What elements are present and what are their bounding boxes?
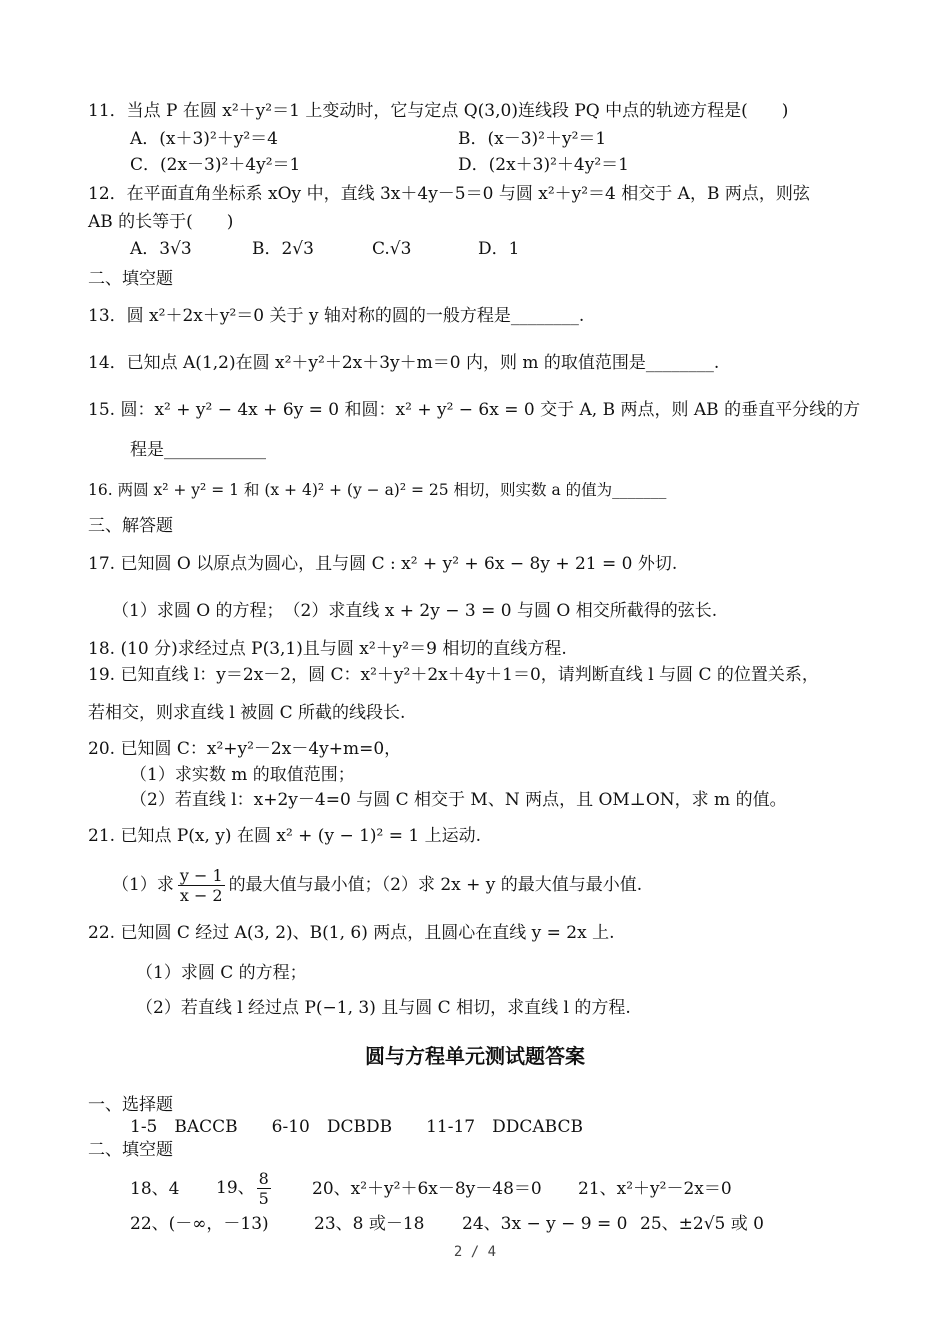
q21-fraction bbox=[178, 866, 225, 905]
answer-24: 24、3x − y − 9 = 0 bbox=[462, 1214, 628, 1234]
q17-subquestions: （1）求圆 O 的方程； （2）求直线 x + 2y − 3 = 0 与圆 O 相交所截得的弦长. bbox=[112, 601, 718, 621]
q12-option-c: C.√3 bbox=[372, 239, 412, 259]
q11-option-c: C．(2x－3)²＋4y²＝1 bbox=[130, 155, 301, 175]
answer-choice-heading: 一、选择题 bbox=[88, 1095, 173, 1115]
q17-stem: 17. 已知圆 O 以原点为圆心，且与圆 C : x² + y² + 6x − 8y + 21 = 0 外切. bbox=[88, 554, 678, 574]
q20-stem: 20. 已知圆 C：x²+y²－2x－4y+m=0， bbox=[88, 739, 402, 759]
q11-stem: 11．当点 P 在圆 x²＋y²＝1 上变动时，它与定点 Q(3,0)连线段 PQ 中点的轨迹方程是( ) bbox=[88, 101, 789, 121]
section-fill-blank-heading: 二、填空题 bbox=[88, 269, 173, 289]
section-solve-heading: 三、解答题 bbox=[88, 516, 173, 536]
answer-19-fraction bbox=[257, 1169, 271, 1208]
answer-22: 22、(－∞，－13) bbox=[130, 1214, 269, 1234]
answer-19 bbox=[216, 1166, 271, 1210]
q12-stem-line2: AB 的长等于( ) bbox=[88, 212, 234, 232]
q21-stem: 21. 已知点 P(x, y) 在圆 x² + (y − 1)² = 1 上运动. bbox=[88, 826, 482, 846]
q19-line1: 19. 已知直线 l：y＝2x－2，圆 C：x²＋y²＋2x＋4y＋1＝0，请判断直线 l 与圆 C 的位置关系， bbox=[88, 665, 819, 685]
page-number: 2 / 4 bbox=[453, 1244, 497, 1260]
q12-option-d: D．1 bbox=[478, 239, 520, 259]
answer-title: 圆与方程单元测试题答案 bbox=[365, 1044, 585, 1068]
answer-choice-row: 1-5 BACCB 6-10 DCBDB 11-17 DDCABCB bbox=[130, 1117, 583, 1137]
answer-21: 21、x²＋y²－2x＝0 bbox=[578, 1179, 732, 1199]
q11-option-d: D．(2x＋3)²＋4y²＝1 bbox=[458, 155, 629, 175]
answer-25: 25、±2√5 或 0 bbox=[640, 1214, 764, 1234]
answer-fill-heading: 二、填空题 bbox=[88, 1140, 173, 1160]
q15-line1: 15. 圆：x² + y² − 4x + 6y = 0 和圆：x² + y² − 6x = 0 交于 A, B 两点，则 AB 的垂直平分线的方 bbox=[88, 400, 861, 420]
q21-fraction-denominator: x − 2 bbox=[179, 885, 223, 905]
q21-fraction-numerator: y − 1 bbox=[179, 865, 223, 885]
q12-option-a: A．3√3 bbox=[130, 239, 192, 259]
q22-sub2: （2）若直线 l 经过点 P(−1, 3) 且与圆 C 相切，求直线 l 的方程. bbox=[136, 998, 631, 1018]
answer-19-denominator: 5 bbox=[258, 1188, 269, 1208]
q20-sub1: （1）求实数 m 的取值范围； bbox=[130, 765, 355, 785]
q13: 13．圆 x²＋2x＋y²＝0 关于 y 轴对称的圆的一般方程是________. bbox=[88, 306, 585, 326]
q11-option-a: A．(x＋3)²＋y²＝4 bbox=[130, 129, 278, 149]
q14: 14．已知点 A(1,2)在圆 x²＋y²＋2x＋3y＋m＝0 内，则 m 的取值范围是________. bbox=[88, 353, 720, 373]
q12-stem-line1: 12．在平面直角坐标系 xOy 中，直线 3x＋4y－5＝0 与圆 x²＋y²＝4 相交于 A，B 两点，则弦 bbox=[88, 184, 810, 204]
q18: 18. (10 分)求经过点 P(3,1)且与圆 x²＋y²＝9 相切的直线方程. bbox=[88, 639, 567, 659]
q21-sub-part2: 的最大值与最小值；（2）求 2x + y 的最大值与最小值. bbox=[228, 875, 643, 895]
q20-sub2: （2）若直线 l：x+2y－4=0 与圆 C 相交于 M、N 两点，且 OM⊥ON，求 m 的值。 bbox=[130, 790, 787, 810]
q16: 16. 两圆 x² + y² = 1 和 (x + 4)² + (y − a)² = 25 相切，则实数 a 的值为_______ bbox=[88, 481, 667, 499]
q19-line2: 若相交，则求直线 l 被圆 C 所截的线段长. bbox=[88, 703, 406, 723]
q21-subquestions bbox=[112, 863, 642, 907]
answer-19-numerator: 8 bbox=[258, 1168, 269, 1188]
q22-stem: 22. 已知圆 C 经过 A(3, 2)、B(1, 6) 两点，且圆心在直线 y = 2x 上. bbox=[88, 923, 615, 943]
q15-line2: 程是____________ bbox=[130, 440, 266, 460]
q11-option-b: B．(x－3)²＋y²＝1 bbox=[458, 129, 607, 149]
q22-sub1: （1）求圆 C 的方程； bbox=[136, 963, 307, 983]
answer-23: 23、8 或－18 bbox=[314, 1214, 425, 1234]
answer-20: 20、x²＋y²＋6x－8y－48＝0 bbox=[312, 1179, 542, 1199]
answer-19-prefix: 19、 bbox=[216, 1178, 255, 1198]
q12-option-b: B．2√3 bbox=[252, 239, 314, 259]
q21-sub-part1: （1）求 bbox=[112, 875, 174, 895]
answer-18: 18、4 bbox=[130, 1179, 180, 1199]
